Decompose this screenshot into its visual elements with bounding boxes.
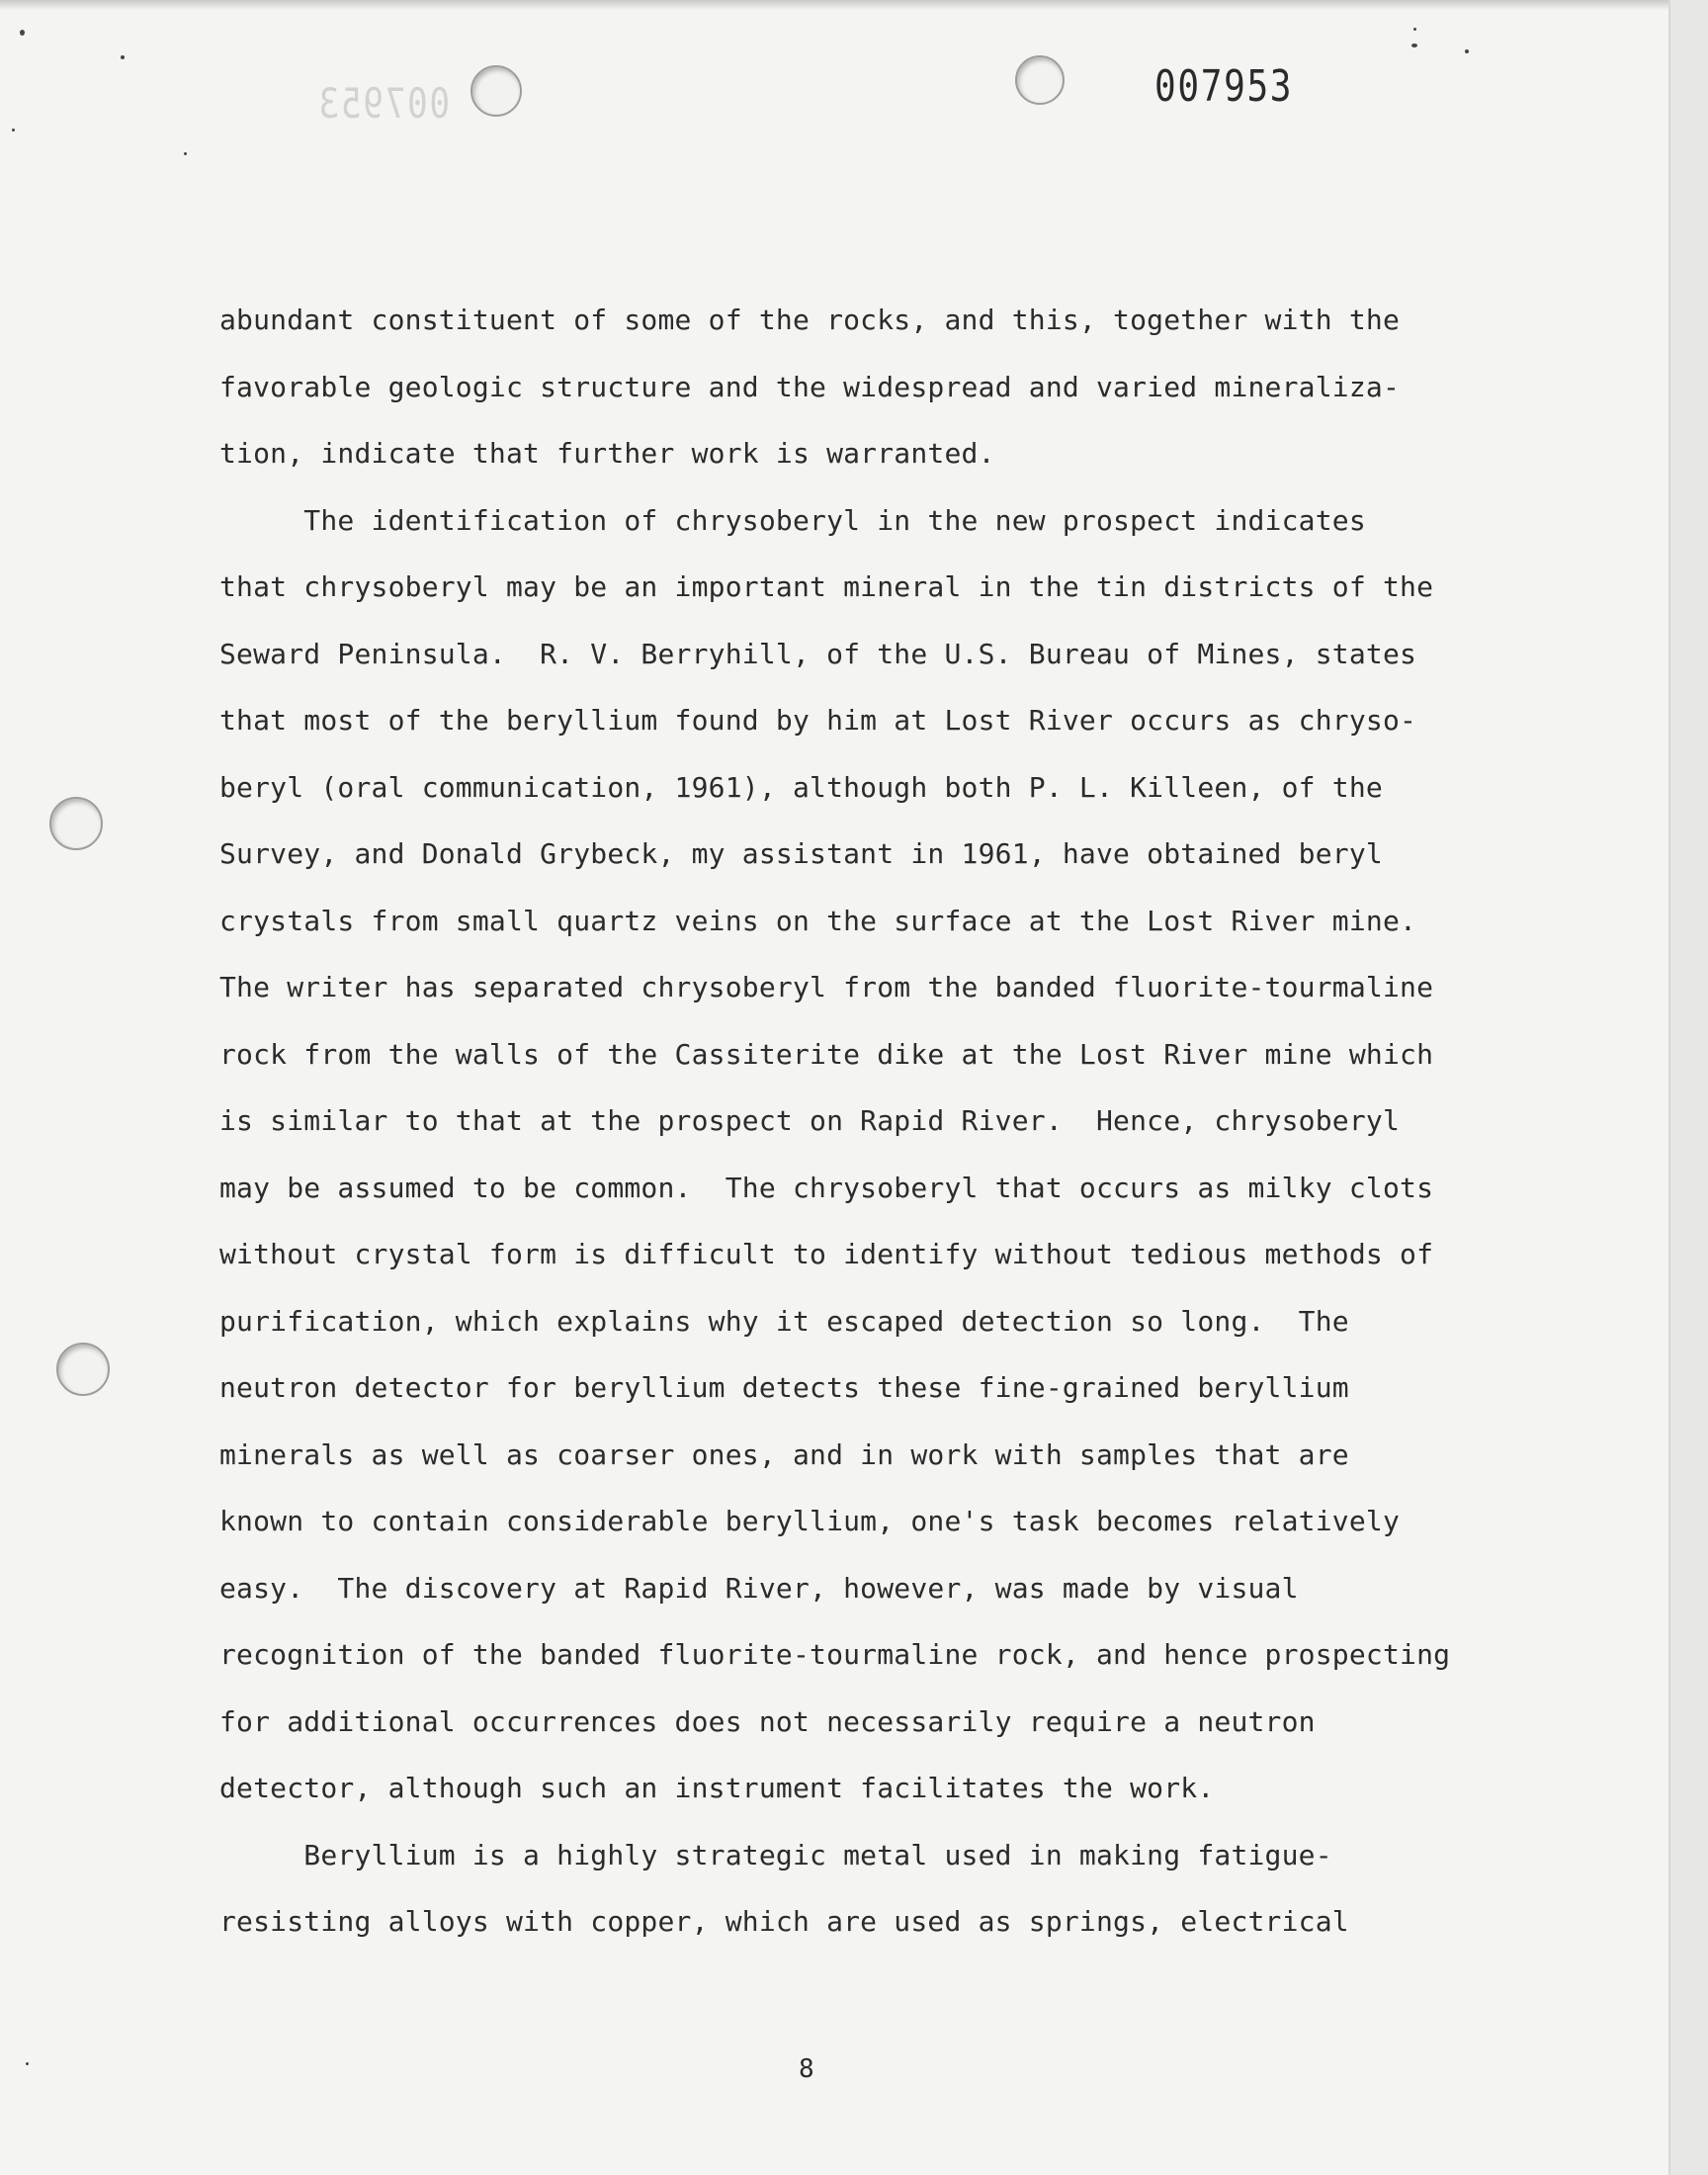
text-line: rock from the walls of the Cassiterite dike at the Lost River mine which — [219, 1037, 1434, 1071]
document-stamp-number: 007953 — [1154, 61, 1294, 112]
scan-speck — [1465, 49, 1469, 53]
text-line: beryl (oral communication, 1961), although both P. L. Killeen, of the — [219, 770, 1383, 804]
text-line: easy. The discovery at Rapid River, however, was made by visual — [219, 1571, 1299, 1605]
text-line: favorable geologic structure and the widespread and varied mineraliza- — [219, 370, 1401, 403]
scan-speck — [1413, 28, 1416, 31]
punch-hole-top-right — [1015, 55, 1065, 105]
scan-top-shadow — [0, 0, 1670, 10]
text-line: abundant constituent of some of the rocks, and this, together with the — [219, 304, 1401, 336]
scan-speck — [1411, 44, 1417, 47]
page-number: 8 — [799, 2054, 814, 2084]
text-line: minerals as well as coarser ones, and in work with samples that are — [219, 1437, 1349, 1471]
text-line: The writer has separated chrysoberyl from the banded fluorite-tourmaline — [219, 971, 1434, 1003]
text-line: that most of the beryllium found by him at Lost River occurs as chryso- — [219, 704, 1417, 737]
stamp-bleed-through: 007953 — [316, 79, 451, 128]
text-line: Beryllium is a highly strategic metal used in making fatigue- — [219, 1838, 1332, 1871]
text-line: recognition of the banded fluorite-tourmaline rock, and hence prospecting — [219, 1638, 1451, 1671]
text-line: neutron detector for beryllium detects these fine-grained beryllium — [219, 1371, 1349, 1404]
text-line: tion, indicate that further work is warranted. — [219, 437, 995, 470]
scan-speck — [12, 129, 15, 131]
scan-speck — [121, 55, 125, 59]
text-line: crystals from small quartz veins on the surface at the Lost River mine. — [219, 904, 1417, 937]
text-line: that chrysoberyl may be an important mineral in the tin districts of the — [219, 570, 1434, 603]
text-line: The identification of chrysoberyl in the new prospect indicates — [219, 503, 1366, 537]
punch-hole-top-left — [470, 65, 522, 117]
text-line: Survey, and Donald Grybeck, my assistant in 1961, have obtained beryl — [219, 837, 1383, 870]
text-line: purification, which explains why it escaped detection so long. The — [219, 1304, 1349, 1338]
text-line: without crystal form is difficult to identify without tedious methods of — [219, 1238, 1434, 1270]
scanner-margin — [1668, 0, 1708, 2175]
scan-speck — [20, 30, 25, 36]
body-text — [219, 287, 1455, 1956]
text-line: known to contain considerable beryllium, one's task becomes relatively — [219, 1505, 1401, 1537]
scan-speck — [184, 152, 187, 155]
punch-hole-side-lower — [56, 1343, 110, 1396]
text-line: is similar to that at the prospect on Rapid River. Hence, chrysoberyl — [219, 1104, 1401, 1137]
scan-speck — [26, 2062, 29, 2065]
text-line: for additional occurrences does not necessarily require a neutron — [219, 1704, 1316, 1738]
text-line: Seward Peninsula. R. V. Berryhill, of the U.S. Bureau of Mines, states — [219, 637, 1417, 670]
text-line: detector, although such an instrument facilitates the work. — [219, 1772, 1215, 1804]
text-line: resisting alloys with copper, which are used as springs, electrical — [219, 1905, 1349, 1938]
punch-hole-side-upper — [49, 797, 103, 850]
text-line: may be assumed to be common. The chrysoberyl that occurs as milky clots — [219, 1171, 1434, 1204]
